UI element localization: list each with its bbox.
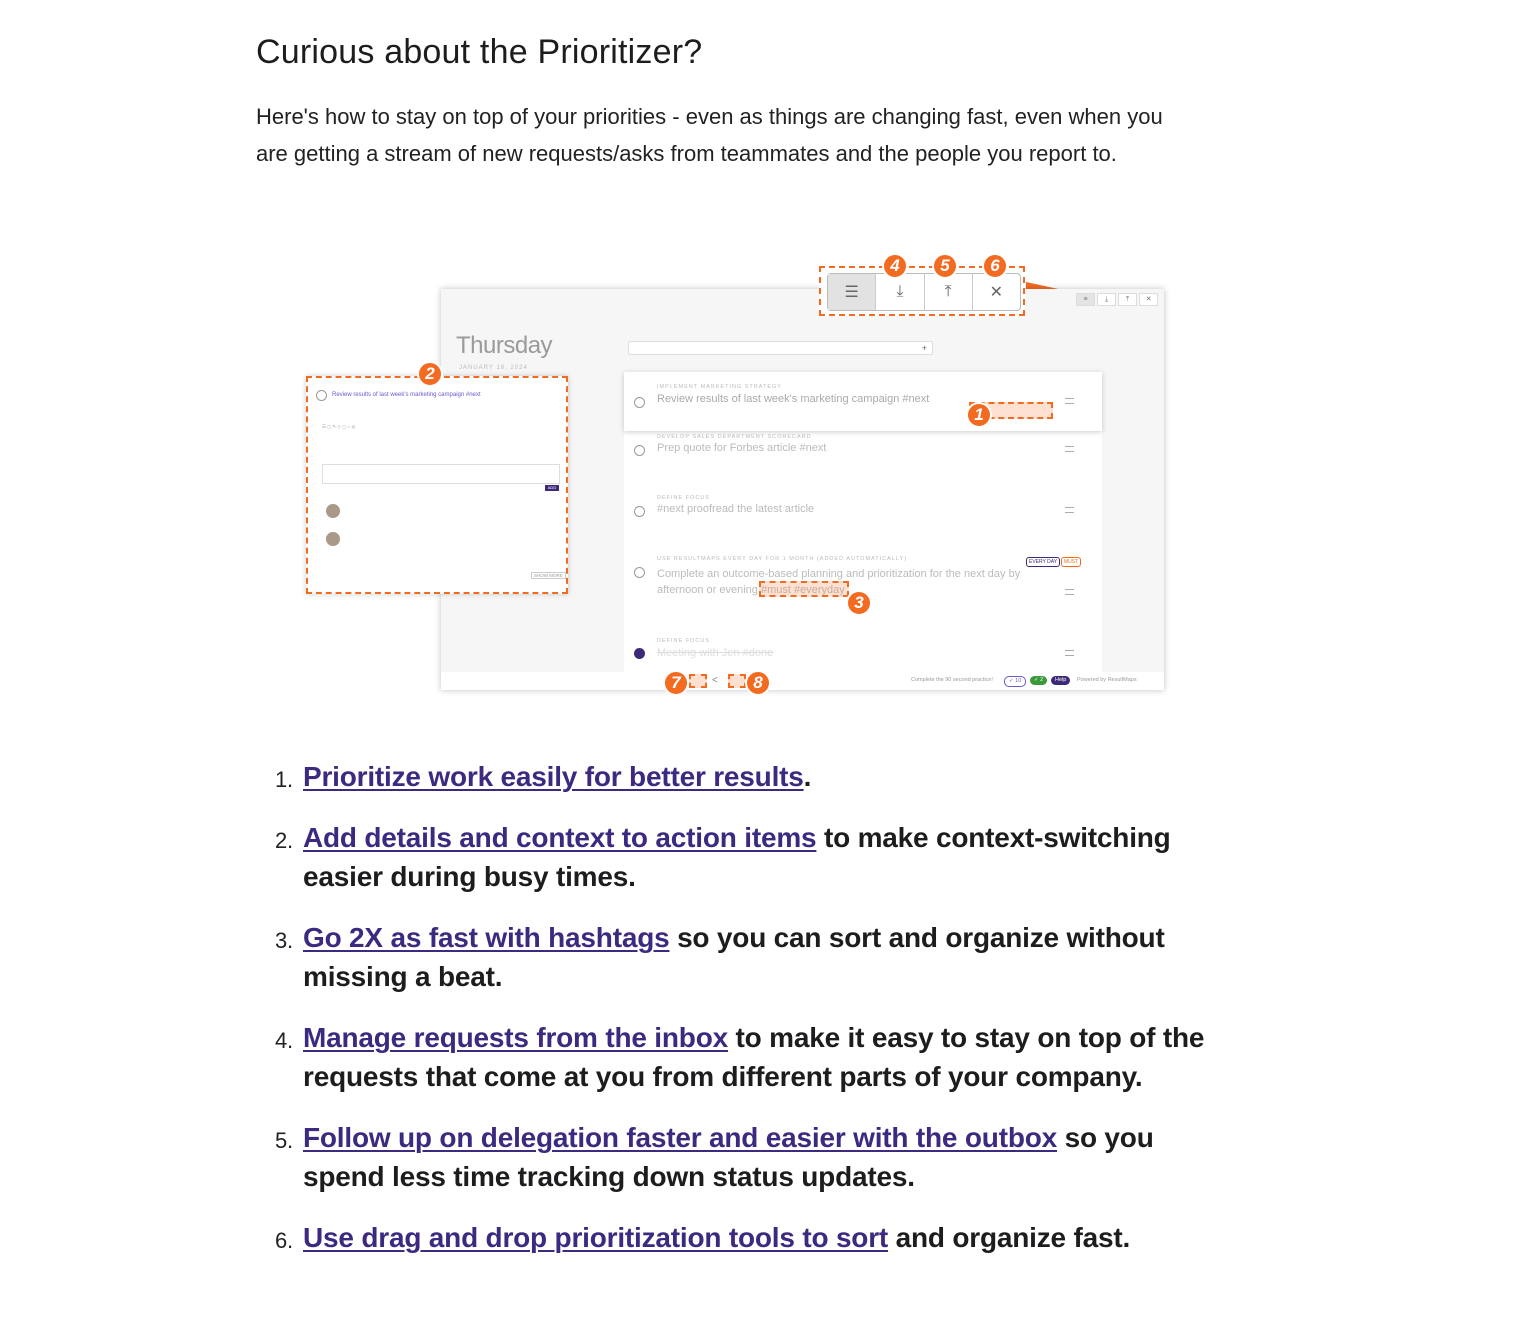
app-footer — [441, 672, 1164, 690]
avatar — [326, 532, 340, 546]
tools-icon[interactable]: ✕ — [1139, 293, 1158, 306]
task-title: #next proofread the latest article — [657, 503, 815, 515]
task-checkbox[interactable] — [634, 506, 645, 517]
drag-handle-icon[interactable] — [1065, 446, 1074, 452]
tools-icon[interactable]: ✕ — [989, 284, 1004, 301]
feature-link[interactable]: Use drag and drop prioritization tools to sort — [303, 1222, 889, 1253]
detail-title: Review results of last week's marketing campaign #next — [332, 392, 481, 398]
user-icon — [316, 390, 327, 401]
upload-icon[interactable]: ⤒ — [1118, 293, 1137, 306]
task-project: DEVELOP SALES DEPARTMENT SCORECARD — [657, 434, 812, 440]
show-more-button[interactable]: SHOW MORE — [531, 572, 566, 579]
task-title: Meeting with Jen #done — [657, 647, 774, 659]
feature-link[interactable]: Add details and context to action items — [303, 822, 817, 853]
task-detail-panel — [306, 376, 568, 594]
task-list — [624, 372, 1102, 672]
callout-badge-7: 7 — [663, 670, 689, 696]
task-title: Review results of last week's marketing campaign #next — [657, 393, 930, 405]
callout-badge-1: 1 — [966, 402, 992, 428]
intro-paragraph: Here's how to stay on top of your priorities - even as things are changing fast, even when you are getting a stream of new requests/asks from teammates and the people you report to. — [256, 104, 1163, 166]
task-title: Prep quote for Forbes article #next — [657, 442, 827, 454]
list-icon[interactable]: ≡ — [1076, 293, 1095, 306]
callout-3-box — [759, 581, 849, 597]
callout-badge-2: 2 — [417, 361, 443, 387]
task-checkbox[interactable] — [634, 445, 645, 456]
comment-input[interactable] — [322, 464, 560, 484]
callout-badge-6: 6 — [982, 253, 1008, 279]
drag-handle-icon[interactable] — [1065, 398, 1074, 404]
drag-handle-icon[interactable] — [1065, 589, 1074, 595]
drag-handle-icon[interactable] — [1065, 650, 1074, 656]
list-item: 4. Manage requests from the inbox to make it easy to stay on top of the requests that come at you from different parts of your company. — [275, 1022, 1205, 1092]
callout-7-box — [689, 674, 707, 688]
list-item: 3. Go 2X as fast with hashtags so you can sort and organize without missing a beat. — [275, 922, 1165, 992]
feature-link[interactable]: Prioritize work easily for better results — [303, 761, 804, 792]
download-icon[interactable]: ⤓ — [1097, 293, 1116, 306]
add-task-input[interactable]: + — [628, 341, 933, 355]
list-item: 2. Add details and context to action items to make context-switching easier during busy times. — [275, 822, 1171, 892]
task-title: Complete an outcome-based planning and prioritization for the next day by afternoon or evening #must #everyday — [657, 568, 1021, 596]
task-project: DEFINE FOCUS — [657, 495, 710, 501]
callout-badge-4: 4 — [882, 253, 908, 279]
done-pill: ✓ 2 — [1030, 676, 1047, 685]
feature-link[interactable]: Go 2X as fast with hashtags — [303, 922, 670, 953]
callout-badge-8: 8 — [745, 670, 771, 696]
download-icon[interactable]: ⤓ — [876, 274, 924, 310]
task-project: DEFINE FOCUS — [657, 638, 710, 644]
detail-toolbar-icons[interactable]: ☰ ◻ ✎ ◇ ▢ ⌂ ◎ — [322, 424, 356, 429]
avatar — [326, 504, 340, 518]
every-day-badge: EVERY DAY — [1026, 557, 1060, 567]
add-comment-button[interactable]: ADD — [545, 485, 559, 491]
list-item: 5. Follow up on delegation faster and easier with the outbox so you spend less time tracking down status updates. — [275, 1122, 1154, 1192]
footer-text: Complete the 90 second practice! — [911, 677, 993, 683]
task-project: IMPLEMENT MARKETING STRATEGY — [657, 384, 782, 390]
task-checkbox[interactable] — [634, 397, 645, 408]
drag-handle-icon[interactable] — [1065, 507, 1074, 513]
help-button[interactable]: Help — [1051, 676, 1070, 685]
list-item: 6. Use drag and drop prioritization tools to sort and organize fast. — [275, 1222, 1131, 1253]
powered-by: Powered by ResultMaps — [1077, 677, 1137, 683]
feature-link[interactable]: Manage requests from the inbox — [303, 1022, 728, 1053]
upload-icon[interactable]: ⤒ — [925, 274, 973, 310]
prioritizer-screenshot — [256, 240, 1216, 710]
task-checkbox[interactable] — [634, 648, 645, 659]
callout-8-box — [728, 674, 746, 688]
share-icon[interactable]: < — [712, 675, 718, 686]
list-item: 1. Prioritize work easily for better results. — [275, 761, 812, 792]
callout-badge-3: 3 — [846, 590, 872, 616]
day-title: Thursday — [456, 332, 553, 359]
page-title: Curious about the Prioritizer? — [256, 33, 703, 71]
app-toolbar — [1076, 293, 1158, 306]
day-date: JANUARY 18, 2024 — [459, 365, 528, 371]
feature-link[interactable]: Follow up on delegation faster and easier with the outbox — [303, 1122, 1057, 1153]
task-project: USE RESULTMAPS EVERY DAY FOR 1 MONTH (ADDED AUTOMATICALLY) — [657, 556, 908, 562]
task-item[interactable] — [624, 372, 1102, 431]
must-badge: MUST — [1061, 557, 1081, 567]
task-checkbox[interactable] — [634, 567, 645, 578]
feature-list — [256, 757, 1216, 1279]
callout-badge-5: 5 — [932, 253, 958, 279]
count-pill: ✓ 10 — [1004, 676, 1026, 687]
list-icon[interactable]: ☰ — [828, 274, 876, 310]
